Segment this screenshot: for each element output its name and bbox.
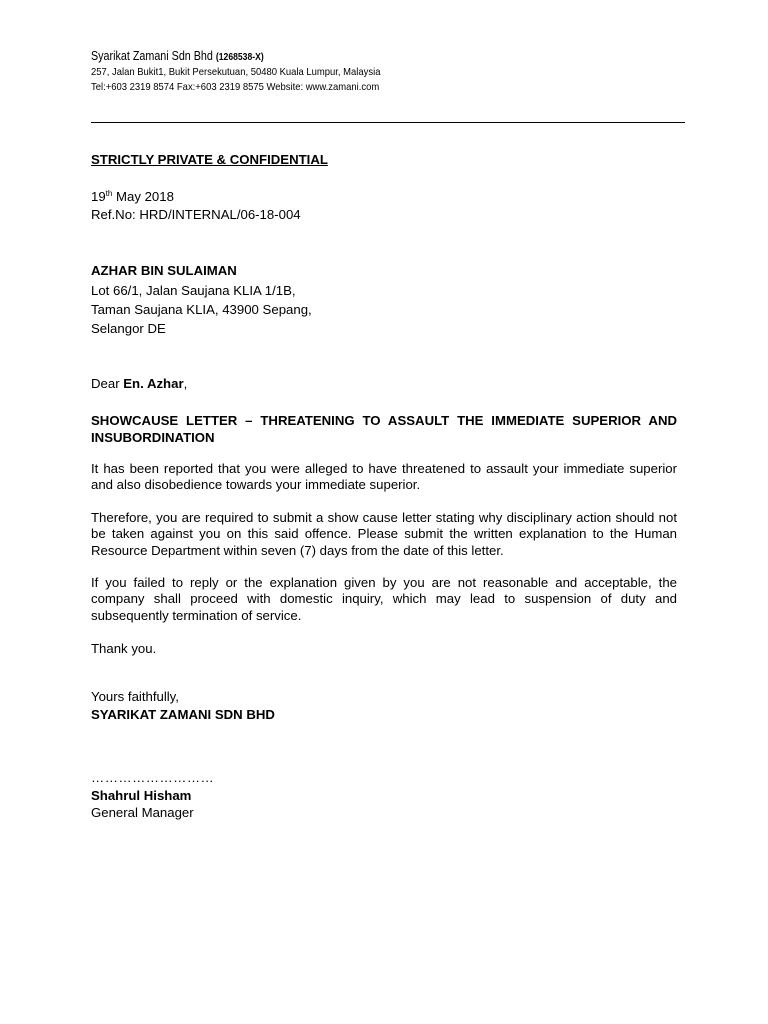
company-address: 257, Jalan Bukit1, Bukit Persekutuan, 50480 Kuala Lumpur, Malaysia — [91, 66, 381, 78]
salutation-suffix: , — [183, 376, 188, 391]
body-paragraph: It has been reported that you were alleged to have threatened to assault your immediate superior and also disobedience towards your immediate superior. — [91, 461, 677, 493]
company-registration-number: (1268538-X) — [215, 52, 264, 63]
recipient-address-line: Taman Saujana KLIA, 43900 Sepang, — [91, 302, 312, 317]
salutation-name: En. Azhar — [123, 376, 184, 391]
signatory-title: General Manager — [91, 805, 194, 820]
letter-subject: SHOWCAUSE LETTER – THREATENING TO ASSAULT THE IMMEDIATE SUPERIOR AND INSUBORDINATION — [91, 413, 677, 445]
date-suffix: th — [105, 189, 113, 198]
recipient-address-line: Selangor DE — [91, 321, 166, 336]
thank-you-line: Thank you. — [91, 641, 157, 656]
salutation-prefix: Dear — [91, 376, 124, 391]
date-month-year: May 2018 — [112, 189, 174, 204]
body-paragraph: Therefore, you are required to submit a show cause letter stating why disciplinary action should not be taken against you on this said offence. Please submit the written explanation to the Human Resource Department within seven (7) days from the date of this letter. — [91, 510, 677, 558]
company-name: Syarikat Zamani Sdn Bhd — [91, 49, 213, 63]
company-contact: Tel:+603 2319 8574 Fax:+603 2319 8575 Website: www.zamani.com — [91, 81, 380, 93]
recipient-address-line: Lot 66/1, Jalan Saujana KLIA 1/1B, — [91, 283, 296, 298]
complimentary-close: Yours faithfully, — [91, 689, 179, 704]
confidentiality-heading: STRICTLY PRIVATE & CONFIDENTIAL — [91, 152, 328, 167]
letter-date — [91, 189, 174, 206]
date-day: 19 — [91, 189, 106, 204]
company-name-line — [91, 49, 264, 63]
letterhead-divider — [91, 122, 685, 123]
signature-line: ……………………… — [91, 770, 215, 785]
reference-number: Ref.No: HRD/INTERNAL/06-18-004 — [91, 207, 301, 222]
salutation — [91, 376, 187, 393]
recipient-name: AZHAR BIN SULAIMAN — [91, 263, 237, 278]
signatory-company: SYARIKAT ZAMANI SDN BHD — [91, 707, 275, 722]
body-paragraph: If you failed to reply or the explanation given by you are not reasonable and acceptable, the company shall proceed with domestic inquiry, which may lead to suspension of duty and subsequently termination of service. — [91, 575, 677, 623]
signatory-name: Shahrul Hisham — [91, 788, 192, 803]
